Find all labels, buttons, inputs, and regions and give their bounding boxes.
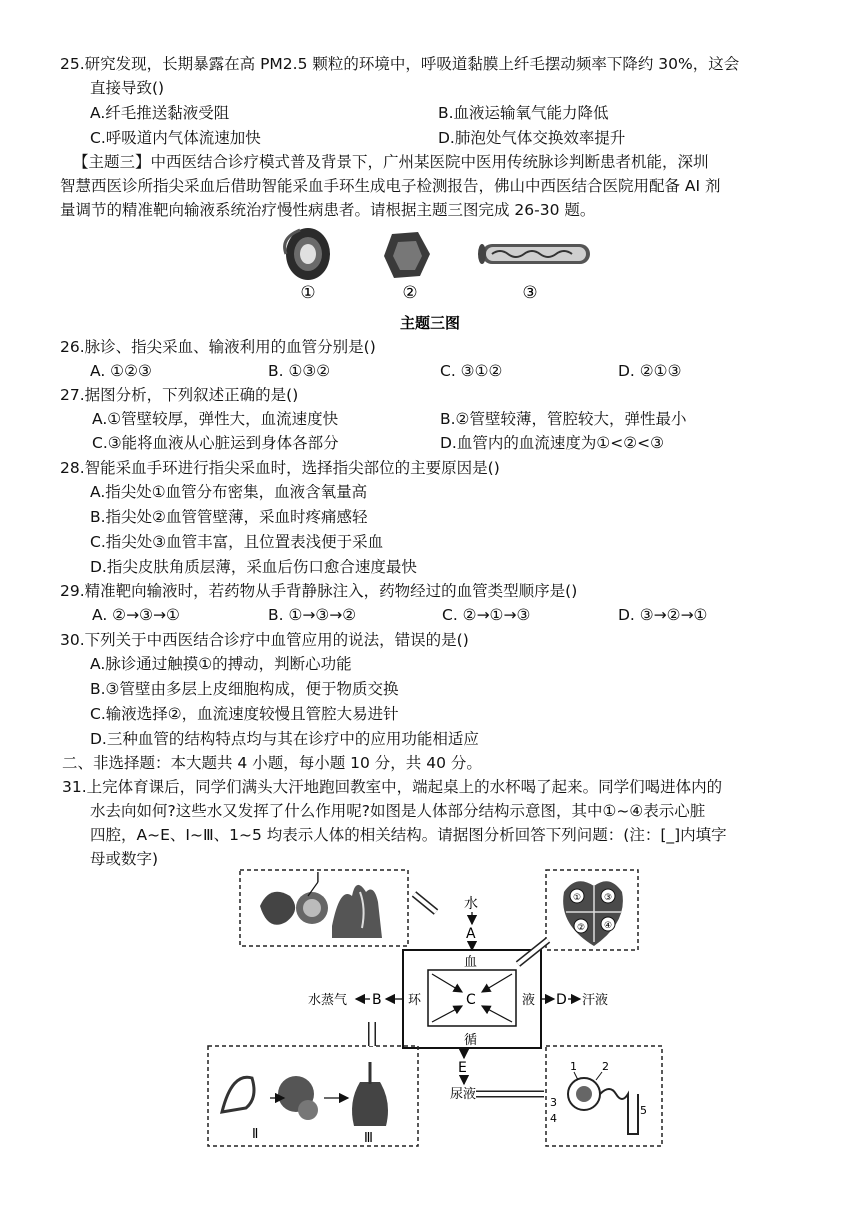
label-c: C <box>466 992 476 1008</box>
circulation-char-huan: 环 <box>408 993 422 1008</box>
heart-chamber-2: ② <box>577 923 586 933</box>
heart-chamber-3: ③ <box>604 893 613 903</box>
artery-image <box>285 228 330 280</box>
heart-chamber-4: ④ <box>604 921 613 931</box>
body-structure-diagram <box>200 862 670 1152</box>
label-b: B <box>372 992 382 1008</box>
q29-option-b: B. ①→③→② <box>268 606 357 624</box>
theme3-intro-line2: 智慧西医诊所指尖采血后借助智能采血手环生成电子检测报告，佛山中西医结合医院用配备 AI 剂 <box>60 177 721 195</box>
vessel-label-1: ① <box>300 283 316 303</box>
roman-label-1: Ⅰ <box>316 871 320 886</box>
q25-option-d: D.肺泡处气体交换效率提升 <box>438 129 626 147</box>
q29-option-a: A. ②→③→① <box>92 606 180 624</box>
q27-option-c: C.③能将血液从心脏运到身体各部分 <box>92 434 339 452</box>
circulation-char-xun: 循 <box>464 1033 478 1048</box>
label-e: E <box>458 1060 467 1076</box>
q25-stem-cont: 直接导致() <box>90 79 165 97</box>
q31-line2: 水去向如何?这些水又发挥了什么作用呢?如图是人体部分结构示意图，其中①~④表示心脏 <box>90 802 706 820</box>
q29-option-c: C. ②→①→③ <box>442 606 531 624</box>
roman-label-3: Ⅲ <box>364 1131 373 1146</box>
blood-vessel-figure <box>260 224 600 334</box>
q26-option-b: B. ①③② <box>268 362 331 380</box>
q26-option-c: C. ③①② <box>440 362 503 380</box>
q26-option-d: D. ②①③ <box>618 362 682 380</box>
q25-stem: 25.研究发现，长期暴露在高 PM2.5 颗粒的环境中，呼吸道黏膜上纤毛摆动频率下降约 30%，这会 <box>60 55 740 73</box>
q27-option-d: D.血管内的血流速度为①<②<③ <box>440 434 665 452</box>
q28-stem: 28.智能采血手环进行指尖采血时，选择指尖部位的主要原因是() <box>60 459 500 477</box>
q25-option-c: C.呼吸道内气体流速加快 <box>90 129 261 147</box>
label-a: A <box>466 926 476 942</box>
q30-option-a: A.脉诊通过触摸①的搏动，判断心功能 <box>90 655 352 673</box>
q30-option-c: C.输液选择②，血流速度较慢且管腔大易进针 <box>90 705 399 723</box>
roman-label-2: Ⅱ <box>252 1127 259 1142</box>
section2-heading: 二、非选择题：本大题共 4 小题，每小题 10 分，共 40 分。 <box>62 754 482 772</box>
theme3-intro-line1: 【主题三】中西医结合诊疗模式普及背景下，广州某医院中医用传统脉诊判断患者机能，深圳 <box>73 153 709 171</box>
q28-option-d: D.指尖皮肤角质层薄，采血后伤口愈合速度最快 <box>90 558 417 576</box>
theme3-intro-line3: 量调节的精准靶向输液系统治疗慢性病患者。请根据主题三图完成 26-30 题。 <box>60 201 596 219</box>
vessel-label-2: ② <box>402 283 418 303</box>
q25-option-a: A.纤毛推送黏液受阻 <box>90 104 230 122</box>
urine-label: 尿液 <box>450 1087 477 1102</box>
nephron-label-3: 3 <box>550 1096 557 1109</box>
q27-stem: 27.据图分析，下列叙述正确的是() <box>60 386 299 404</box>
nephron-label-1: 1 <box>570 1060 577 1073</box>
nephron-label-2: 2 <box>602 1060 609 1073</box>
heart-chamber-1: ① <box>573 893 582 903</box>
q31-line1: 31.上完体育课后，同学们满头大汗地跑回教室中，端起桌上的水杯喝了起来。同学们喝进体内的 <box>62 778 723 796</box>
nephron-label-4: 4 <box>550 1112 557 1125</box>
figure-caption: 主题三图 <box>399 314 461 332</box>
q31-line3: 四腔，A~E、Ⅰ~Ⅲ、1~5 均表示人体的相关结构。请据图分析回答下列问题：(注：[_]内填字 <box>90 826 727 844</box>
q27-option-b: B.②管壁较薄，管腔较大，弹性最小 <box>440 410 687 428</box>
capillary-image <box>478 244 590 264</box>
q29-stem: 29.精准靶向输液时，若药物从手背静脉注入，药物经过的血管类型顺序是() <box>60 582 578 600</box>
water-label: 水 <box>464 896 478 912</box>
nephron-label-5: 5 <box>640 1104 647 1117</box>
label-d: D <box>556 992 567 1008</box>
q30-option-d: D.三种血管的结构特点均与其在诊疗中的应用功能相适应 <box>90 730 479 748</box>
q26-option-a: A. ①②③ <box>90 362 152 380</box>
q27-option-a: A.①管壁较厚，弹性大，血流速度快 <box>92 410 339 428</box>
q30-stem: 30.下列关于中西医结合诊疗中血管应用的说法，错误的是() <box>60 631 469 649</box>
q30-option-b: B.③管壁由多层上皮细胞构成，便于物质交换 <box>90 680 399 698</box>
circulation-char-xue: 血 <box>464 955 478 970</box>
water-vapor-label: 水蒸气 <box>308 993 348 1008</box>
q28-option-a: A.指尖处①血管分布密集，血液含氧量高 <box>90 483 368 501</box>
q26-stem: 26.脉诊、指尖采血、输液利用的血管分别是() <box>60 338 376 356</box>
nephron-image <box>568 1072 638 1134</box>
q29-option-d: D. ③→②→① <box>618 606 708 624</box>
digestive-organs-image <box>260 882 382 938</box>
sweat-label: 汗液 <box>582 993 609 1008</box>
vein-image <box>384 232 430 278</box>
circulation-char-ye: 液 <box>522 993 536 1008</box>
q25-option-b: B.血液运输氧气能力降低 <box>438 104 609 122</box>
vessel-label-3: ③ <box>522 283 538 303</box>
q31-line4: 母或数字) <box>90 850 159 868</box>
lung-organs-image <box>222 1062 388 1126</box>
q28-option-b: B.指尖处②血管管壁薄，采血时疼痛感轻 <box>90 508 368 526</box>
q28-option-c: C.指尖处③血管丰富，且位置表浅便于采血 <box>90 533 384 551</box>
